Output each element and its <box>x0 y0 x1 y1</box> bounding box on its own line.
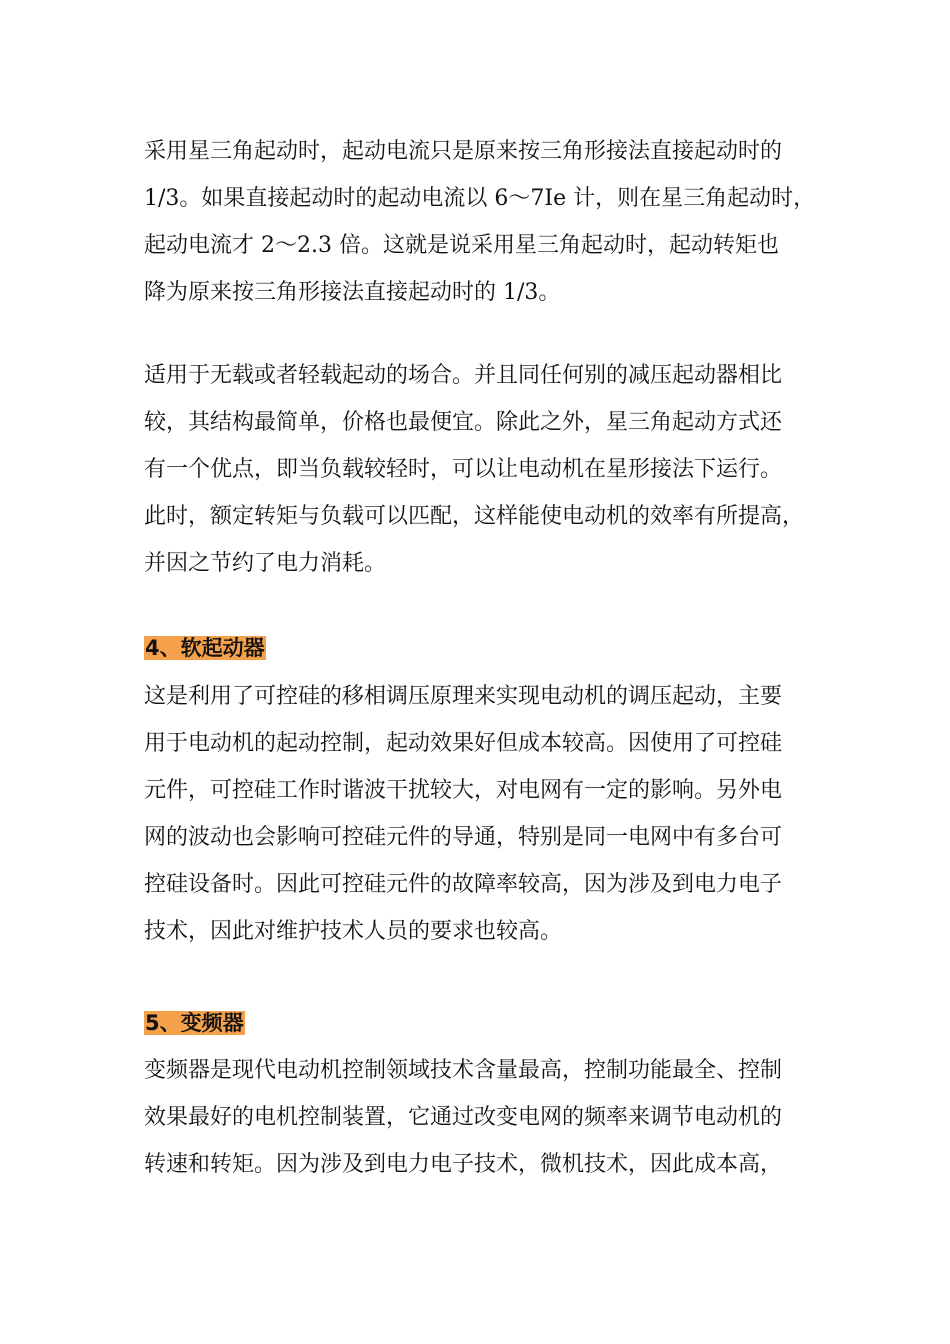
paragraph-line: 用于电动机的起动控制，起动效果好但成本较高。因使用了可控硅 <box>144 731 783 756</box>
section-heading-soft-starter <box>144 633 266 663</box>
paragraph-line: 效果最好的电机控制装置，它通过改变电网的频率来调节电动机的 <box>144 1105 783 1130</box>
heading-highlight: 4、软起动器 <box>145 636 265 660</box>
paragraph-star-delta-usage <box>144 352 824 587</box>
paragraph-line: 适用于无载或者轻载起动的场合。并且同任何别的减压起动器相比 <box>144 363 783 388</box>
paragraph-line: 起动电流才 2～2.3 倍。这就是说采用星三角起动时，起动转矩也 <box>144 233 779 258</box>
paragraph-line: 元件，可控硅工作时谐波干扰较大，对电网有一定的影响。另外电 <box>144 778 783 803</box>
heading-highlight: 5、变频器 <box>145 1011 244 1035</box>
paragraph-line: 技术，因此对维护技术人员的要求也较高。 <box>144 919 563 944</box>
paragraph-line: 这是利用了可控硅的移相调压原理来实现电动机的调压起动，主要 <box>144 684 783 709</box>
paragraph-line: 此时，额定转矩与负载可以匹配，这样能使电动机的效率有所提高， <box>144 504 805 529</box>
paragraph-line: 控硅设备时。因此可控硅元件的故障率较高，因为涉及到电力电子 <box>144 872 783 897</box>
paragraph-line: 有一个优点，即当负载较轻时，可以让电动机在星形接法下运行。 <box>144 457 783 482</box>
paragraph-line: 采用星三角起动时，起动电流只是原来按三角形接法直接起动时的 <box>144 139 783 164</box>
paragraph-line: 网的波动也会影响可控硅元件的导通，特别是同一电网中有多台可 <box>144 825 783 850</box>
paragraph-line: 变频器是现代电动机控制领域技术含量最高，控制功能最全、控制 <box>144 1058 783 1083</box>
paragraph-line: 并因之节约了电力消耗。 <box>144 551 387 576</box>
section-heading-inverter <box>144 1008 245 1038</box>
paragraph-soft-starter <box>144 673 824 955</box>
paragraph-line: 较，其结构最简单，价格也最便宜。除此之外，星三角起动方式还 <box>144 410 783 435</box>
paragraph-line: 降为原来按三角形接法直接起动时的 1/3。 <box>144 280 561 305</box>
paragraph-inverter <box>144 1047 824 1188</box>
paragraph-line: 1/3。如果直接起动时的起动电流以 6～7Ie 计，则在星三角起动时， <box>144 186 816 211</box>
paragraph-line: 转速和转矩。因为涉及到电力电子技术，微机技术，因此成本高， <box>144 1152 783 1177</box>
paragraph-star-delta-current <box>144 128 824 316</box>
